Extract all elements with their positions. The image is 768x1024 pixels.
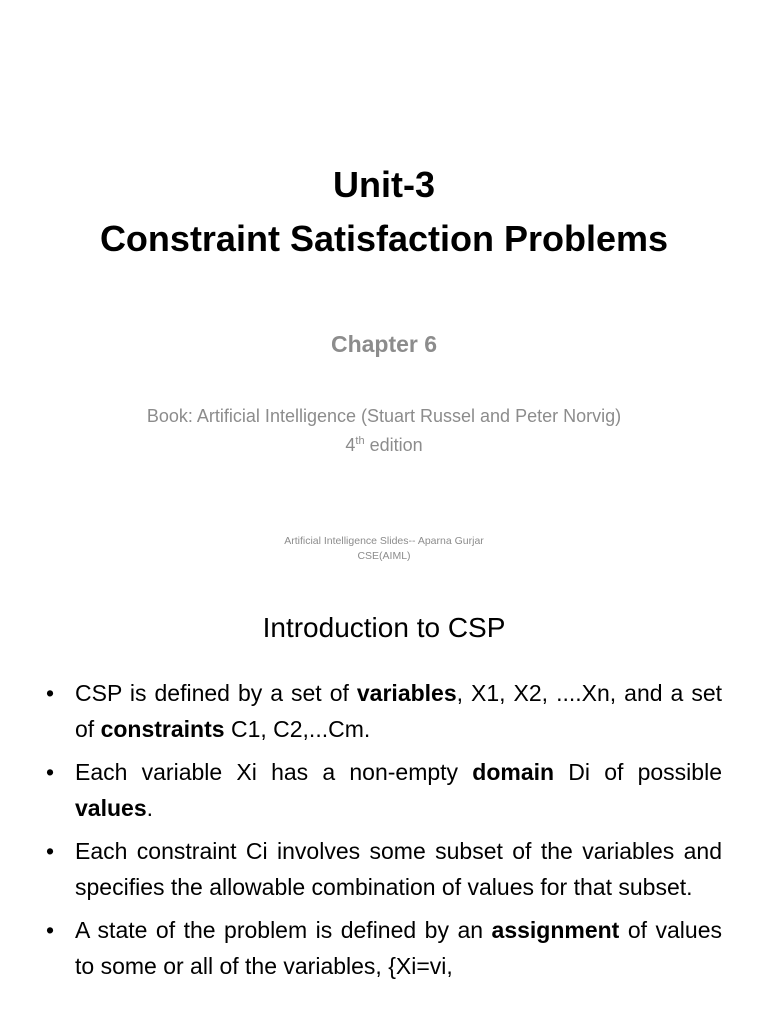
list-item [46, 913, 722, 984]
book-edition [0, 431, 768, 460]
book-title: Book: Artificial Intelligence (Stuart Russel and Peter Norvig) [146, 406, 622, 426]
list-item [46, 834, 722, 905]
footer-author: Artificial Intelligence Slides-- Aparna Gurjar [284, 535, 484, 547]
bullet-text: . [146, 794, 153, 821]
bullet-text: Each variable Xi has a non-empty [75, 759, 473, 785]
edition-suffix: th [355, 435, 365, 447]
bullet-keyword: assignment [491, 917, 620, 943]
edition-number: 4 [345, 435, 356, 455]
bullet-text: A state of the problem is defined by an [75, 917, 492, 943]
bullet-keyword: domain [472, 759, 555, 785]
topic-title: Constraint Satisfaction Problems [99, 218, 669, 259]
bullet-text: C1, C2,...Cm. [224, 715, 371, 742]
book-reference [0, 402, 768, 460]
list-item [46, 755, 722, 826]
list-item [46, 676, 722, 747]
bullet-keyword: values [75, 794, 147, 821]
edition-word: edition [364, 435, 423, 455]
slide-footer [0, 534, 768, 564]
slide-title [0, 158, 768, 266]
intro-slide [0, 580, 768, 1024]
bullet-text: CSP is defined by a set of [75, 680, 357, 706]
bullet-icon: • [46, 680, 55, 706]
chapter-label: Chapter 6 [330, 331, 438, 357]
intro-title: Introduction to CSP [262, 612, 506, 643]
unit-title: Unit-3 [333, 164, 435, 205]
bullet-keyword: variables [356, 680, 457, 706]
bullet-icon: • [46, 917, 55, 943]
bullet-icon: • [46, 838, 55, 864]
bullet-list [46, 676, 722, 992]
footer-department: CSE(AIML) [357, 550, 411, 562]
bullet-text: , X1, X2, ....Xn, and a set of [75, 680, 722, 742]
bullet-keyword: constraints [100, 715, 225, 742]
bullet-text: Di of possible [554, 759, 722, 785]
bullet-icon: • [46, 759, 55, 785]
bullet-text: of values to some or all of the variables, {Xi=vi, [75, 917, 723, 979]
bullet-text: Each constraint Ci involves some subset of the variables and specifies the allowable combination of values for that subset. [75, 838, 722, 900]
